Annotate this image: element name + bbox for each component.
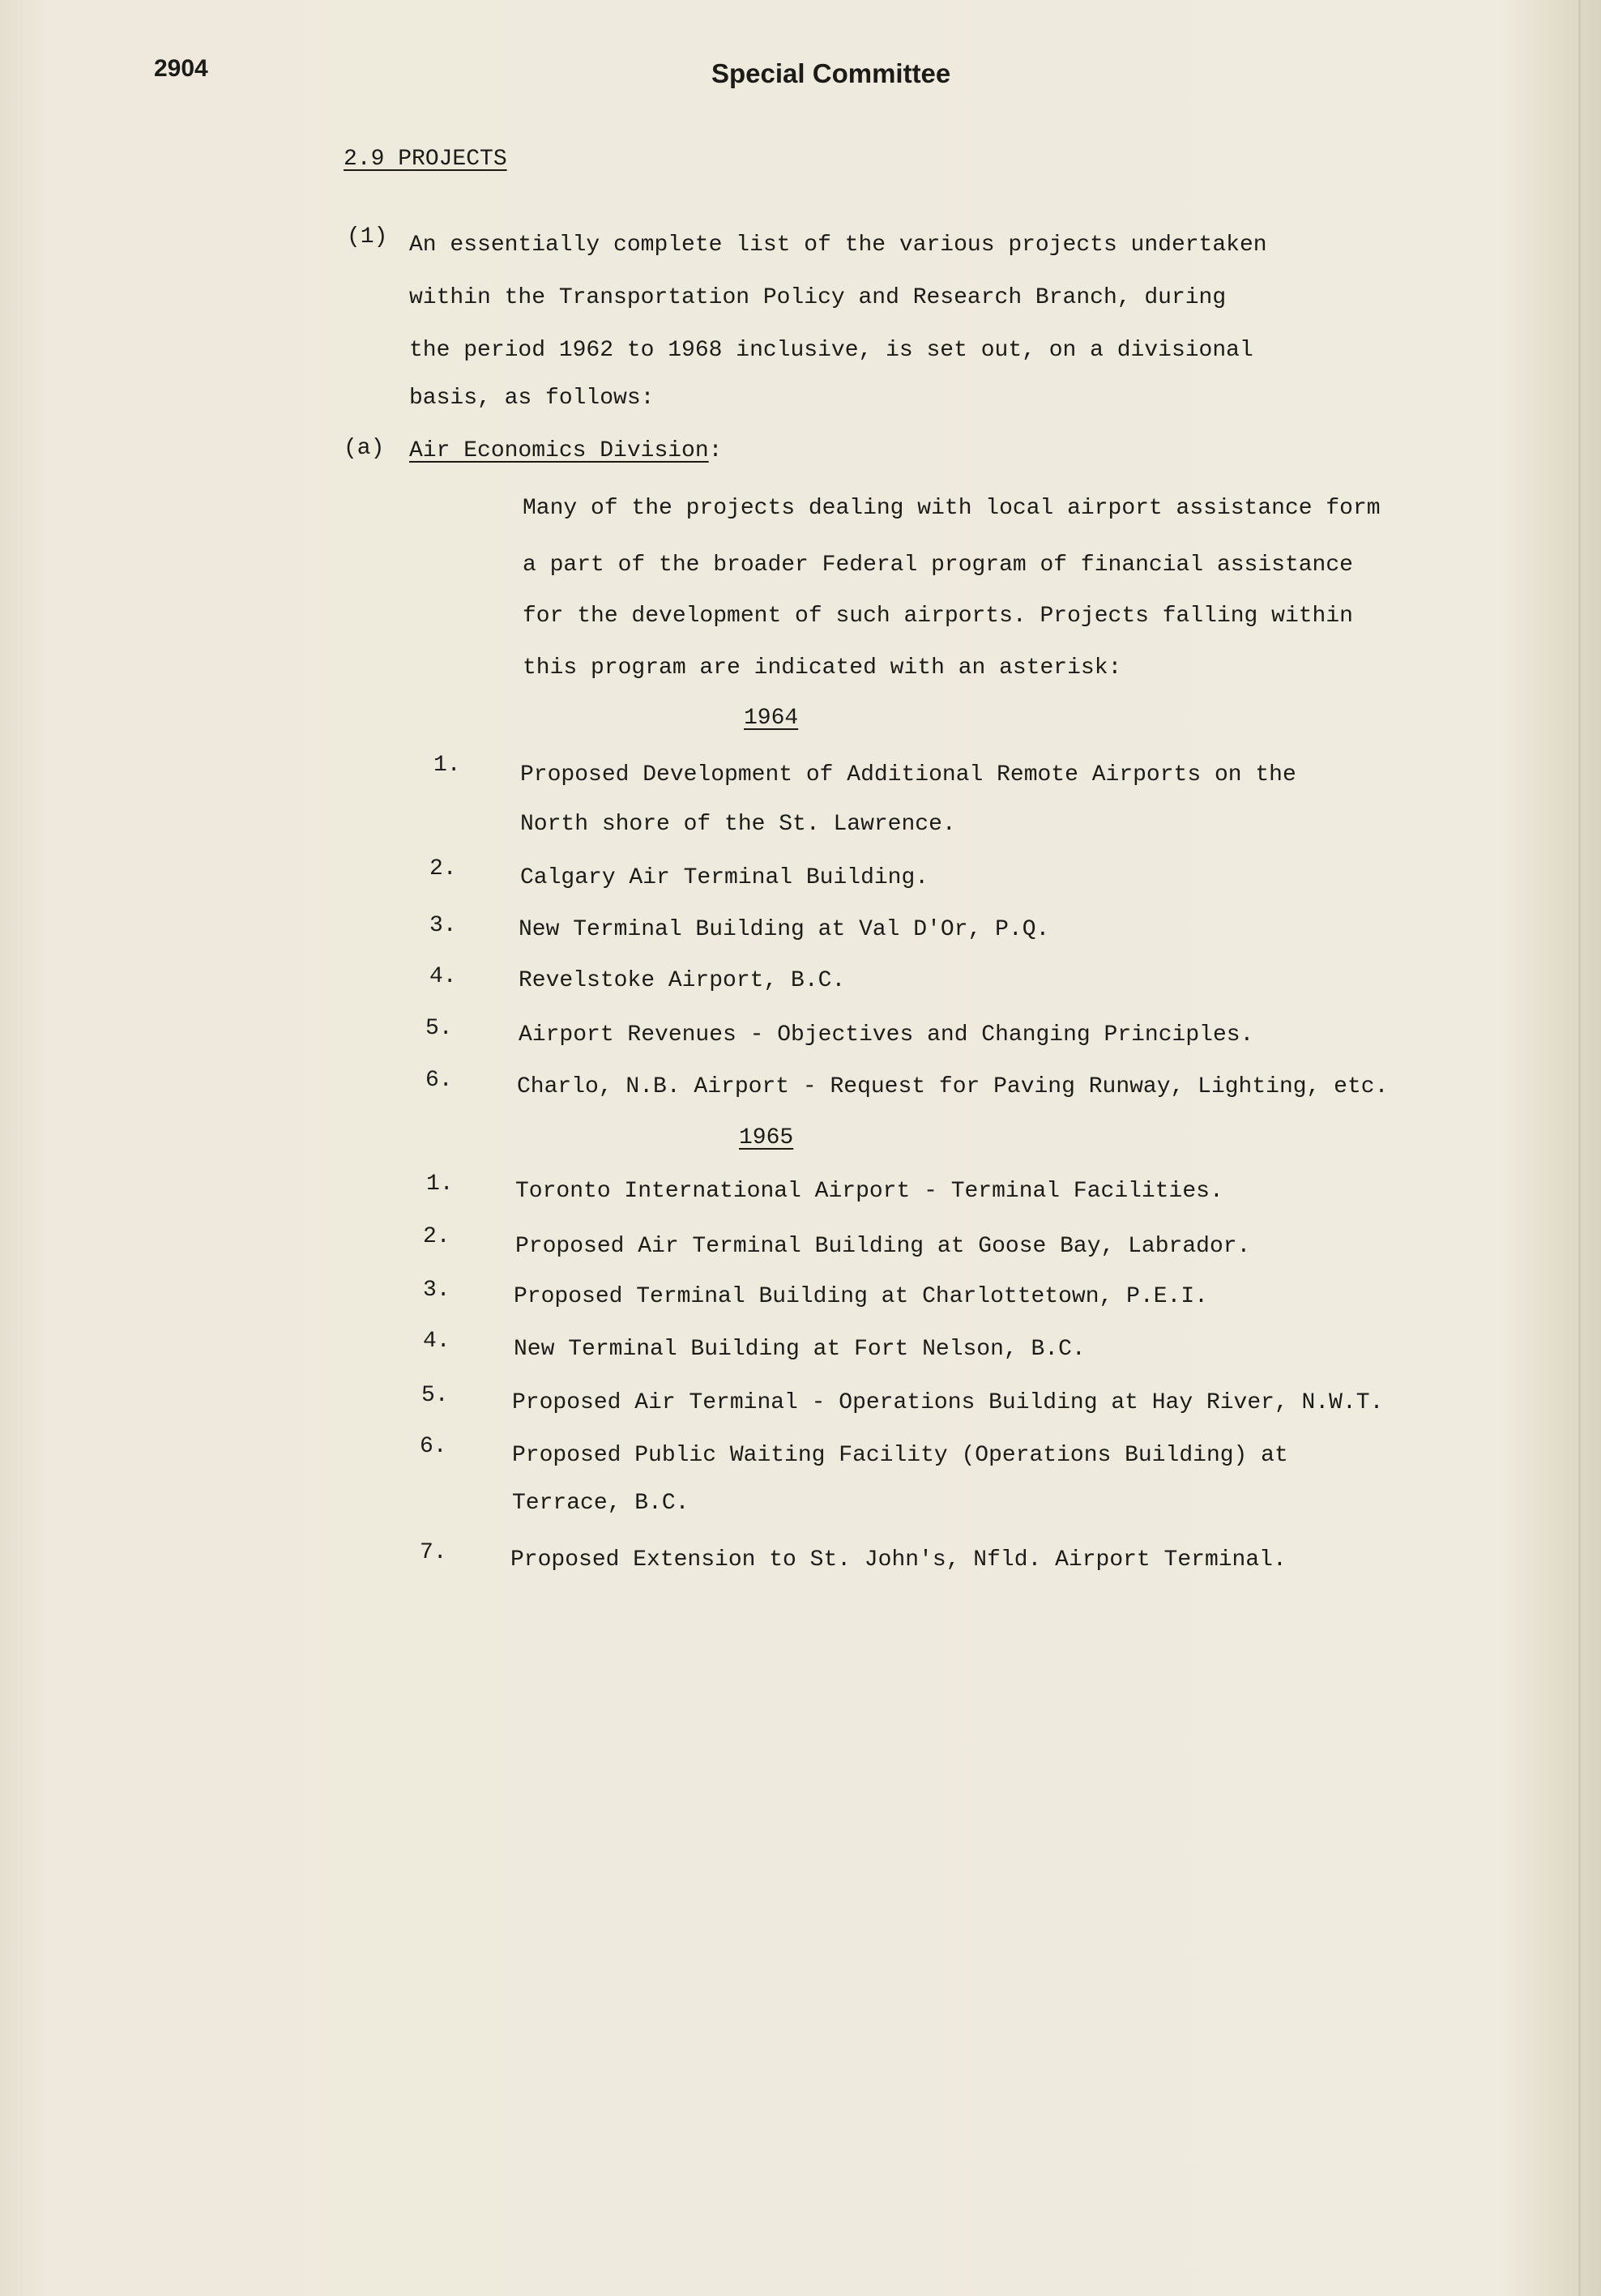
list-item-number: 4. (429, 964, 457, 989)
section-heading: 2.9 PROJECTS (344, 147, 507, 172)
sub-label: (a) (344, 436, 385, 461)
sub-heading-text: Air Economics Division (409, 438, 709, 463)
running-title: Special Committee (711, 58, 951, 88)
list-item-text: Proposed Terminal Building at Charlottetown, P.E.I. (514, 1284, 1208, 1309)
year-heading-1965: 1965 (739, 1125, 794, 1150)
list-item-text: Calgary Air Terminal Building. (520, 865, 929, 890)
list-item-number: 1. (433, 753, 461, 778)
list-item-number: 4. (423, 1329, 450, 1354)
intro-line: basis, as follows: (409, 386, 655, 411)
intro-line: within the Transportation Policy and Research Branch, during (409, 285, 1227, 310)
list-item-text: Airport Revenues - Objectives and Changing Principles. (519, 1022, 1254, 1048)
intro-line: the period 1962 to 1968 inclusive, is set out, on a divisional (409, 338, 1253, 363)
list-item-number: 5. (425, 1016, 453, 1041)
list-item-text: Revelstoke Airport, B.C. (519, 968, 846, 993)
list-item-number: 5. (421, 1383, 449, 1408)
list-item-number: 3. (429, 913, 457, 938)
list-item-number: 1. (426, 1171, 454, 1197)
list-item-number: 6. (425, 1068, 453, 1093)
list-item-number: 3. (423, 1278, 450, 1303)
list-item-text: North shore of the St. Lawrence. (520, 812, 956, 837)
list-item-text: New Terminal Building at Fort Nelson, B.C. (514, 1337, 1086, 1362)
list-item-text: Proposed Air Terminal - Operations Building at Hay River, N.W.T. (512, 1390, 1384, 1415)
sub-paragraph-line: this program are indicated with an asterisk: (523, 655, 1122, 681)
intro-line: An essentially complete list of the various projects undertaken (409, 233, 1267, 258)
sub-paragraph-line: for the development of such airports. Projects falling within (523, 604, 1353, 629)
list-item-number: 2. (423, 1224, 450, 1249)
list-item-text: Proposed Development of Additional Remote Airports on the (520, 762, 1296, 787)
page-number: 2904 (154, 55, 208, 82)
sub-paragraph-line: a part of the broader Federal program of financial assistance (523, 553, 1353, 578)
page-edge (1578, 0, 1581, 2296)
list-item-number: 7. (420, 1540, 447, 1565)
sub-paragraph-line: Many of the projects dealing with local airport assistance form (523, 496, 1381, 521)
list-item-text: Proposed Public Waiting Facility (Operations Building) at (512, 1443, 1288, 1468)
list-item-number: 2. (429, 856, 457, 881)
list-item-text: Proposed Extension to St. John's, Nfld. Airport Terminal. (510, 1547, 1287, 1573)
year-heading-1964: 1964 (744, 706, 799, 731)
list-item-text: Toronto International Airport - Terminal Facilities. (515, 1179, 1223, 1204)
list-item-text: Terrace, B.C. (512, 1491, 689, 1516)
list-item-number: 6. (420, 1434, 447, 1459)
list-item-text: Proposed Air Terminal Building at Goose Bay, Labrador. (515, 1234, 1251, 1259)
sub-heading (409, 438, 722, 463)
list-item-text: New Terminal Building at Val D'Or, P.Q. (519, 917, 1050, 942)
paragraph-number: (1) (347, 224, 388, 250)
list-item-text: Charlo, N.B. Airport - Request for Paving Runway, Lighting, etc. (517, 1074, 1389, 1099)
sub-heading-colon: : (708, 438, 723, 463)
